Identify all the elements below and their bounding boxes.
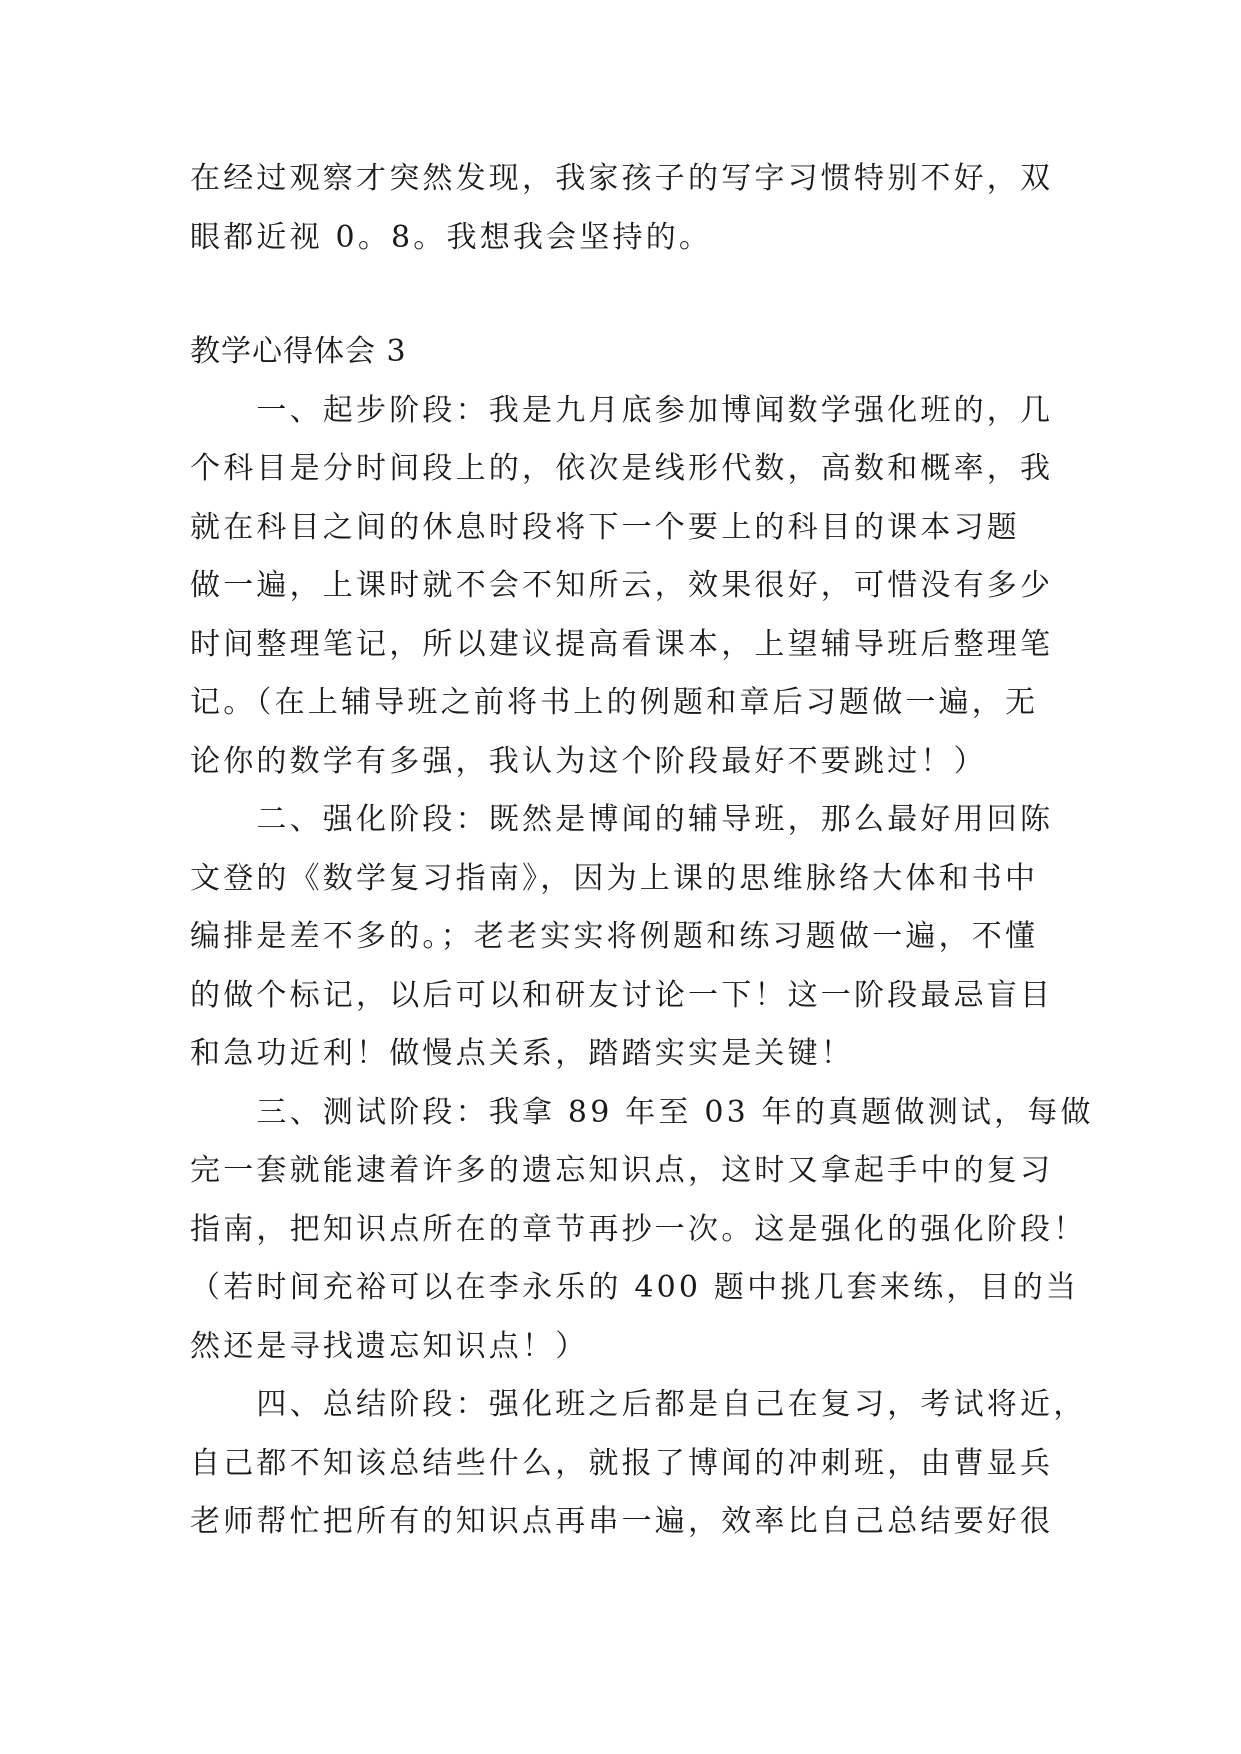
body-line: 二、强化阶段：既然是博闻的辅导班，那么最好用回陈 <box>190 802 1054 837</box>
body-line: 的做个标记，以后可以和研友讨论一下！这一阶段最忌盲目 <box>190 977 1054 1013</box>
body-line: 自己都不知该总结些什么，就报了博闻的冲刺班，由曹显兵 <box>190 1445 1054 1481</box>
body-line: 记。（在上辅导班之前将书上的例题和章后习题做一遍，无 <box>190 685 1039 720</box>
body-line: 编排是差不多的。；老老实实将例题和练习题做一遍，不懂 <box>190 919 1039 954</box>
body-line: 文登的《数学复习指南》，因为上课的思维脉络大体和书中 <box>190 860 1039 896</box>
intro-line: 在经过观察才突然发现，我家孩子的写字习惯特别不好，双 <box>190 161 1054 196</box>
body-line: 论你的数学有多强，我认为这个阶段最好不要跳过！） <box>190 743 987 779</box>
section-title: 教学心得体会 3 <box>190 334 407 369</box>
document-content <box>190 150 1094 1552</box>
body-line: 三、测试阶段：我拿 89 年至 03 年的真题做测试，每做 <box>190 1094 1094 1130</box>
body-line: （若时间充裕可以在李永乐的 400 题中挑几套来练，目的当 <box>190 1270 1080 1305</box>
body-line: 就在科目之间的休息时段将下一个要上的科目的课本习题 <box>190 509 1020 545</box>
body-line: 完一套就能逮着许多的遗忘知识点，这时又拿起手中的复习 <box>190 1153 1054 1188</box>
body-line: 一、起步阶段：我是九月底参加博闻数学强化班的，几 <box>190 392 1054 428</box>
body-line: 做一遍，上课时就不会不知所云，效果很好，可惜没有多少 <box>190 568 1054 603</box>
body-line: 然还是寻找遗忘知识点！） <box>190 1328 589 1364</box>
paragraph-gap <box>190 267 1052 323</box>
body-line: 个科目是分时间段上的，依次是线形代数，高数和概率，我 <box>190 451 1054 486</box>
body-line: 和急功近利！做慢点关系，踏踏实实是关键！ <box>190 1036 854 1071</box>
body-line: 老师帮忙把所有的知识点再串一遍，效率比自己总结要好很 <box>190 1504 1054 1539</box>
intro-line: 眼都近视 0。8。我想我会坚持的。 <box>190 219 713 255</box>
body-line: 四、总结阶段：强化班之后都是自己在复习，考试将近， <box>190 1387 1087 1422</box>
body-line: 时间整理笔记，所以建议提高看课本，上望辅导班后整理笔 <box>190 626 1054 662</box>
body-line: 指南，把知识点所在的章节再抄一次。这是强化的强化阶段！ <box>190 1211 1087 1247</box>
